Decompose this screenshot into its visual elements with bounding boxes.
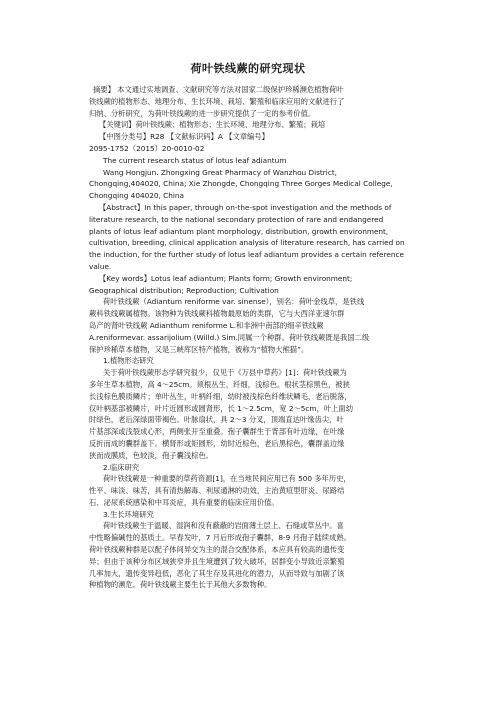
text-line: 片基部深或浅裂成心形，两侧张开至重叠。孢子囊群生于背部有叶边缘，在叶缘 [89,427,345,437]
text-line: 长浅棕色膜质鳞片；单叶丛生，叶柄纤细，幼时被浅棕色纤维状鳞毛，老后脱落， [89,391,352,401]
text-line: 归纳、分析研究，为荷叶铁线蕨的进一步研究提供了一定的参考价值。 [89,108,316,118]
text-line: The current research status of lotus leaf adiantum [103,155,287,165]
text-line: Geographical distribution; Reproduction; Cultivation [89,285,279,295]
text-line: literature research, to the national secondary protection of rare and endangered [89,214,384,224]
text-line: 狭而成膜质，色较淡，孢子囊浅棕色。 [89,450,214,460]
article-body [89,84,411,591]
text-line: 摘要】 本文通过实地调查、文献研究等方法对国家二级保护珍稀濒危植物荷叶 [93,85,344,94]
text-line: cultivation, breeding, clinical application analysis of literature research, has carried on [89,238,405,248]
text-line: 荷叶铁线蕨生于温暖、湿润和没有蔽蔽的岩面薄土层上、石缝或草丛中。喜 [103,521,344,531]
text-line: 种植物的濒危。荷叶铁线蕨主要生长于其他大多数物种。 [89,580,272,590]
text-line: 岛产的肾叶铁线蕨 Adianthum reniforme L.和非洲中南部的细辛铁线蕨 [89,320,324,330]
text-line: 关于荷叶铁线蕨形态学研究很少，仅见于《万县中草药》[1]：荷叶铁线蕨为 [103,368,347,378]
text-line: 荷叶铁线蕨（Adiantum reniforme var. sinense），别名：荷叶金线草，是铁线 [103,297,365,307]
text-line: 仅叶柄基部被鳞片，叶片近圆形或圆肾形，长 1～2.5cm，宽 2～5cm，叶上面幼 [89,403,354,413]
text-line: value. [89,261,112,271]
text-line: 荷叶铁线蕨种群是以配子体间异交为主的混合交配体系，本应具有较高的遗传变 [89,545,345,555]
text-line: 保护珍稀草本植物，又是三峡库区特产植物，被称为“植物大熊猫”。 [89,344,309,354]
text-line: 2.临床研究 [103,462,140,472]
text-line: 异；但由于该种分布区域狭窄并且生境遭到了较大破坏，居群变小导致近亲繁殖 [89,556,345,566]
text-line: 蕨科铁线蕨属植物。该物种为铁线蕨科植物最原始的类群，它与大西洋亚速尔群 [89,309,345,319]
text-line: 时绿色，老后深绿面带褐色。叶脉扇状，具 2～3 分叉，顶端直达叶缘齿尖，叶 [89,415,344,425]
text-line: 多年生草本植物，高 4～25cm。须根丛生，纤细，浅棕色。根状茎棕黑色，被狭 [89,379,350,389]
text-line: 【Key words】Lotus leaf adiantum; Plants form; Growth environment; [99,273,353,283]
text-line: 铁线蕨的植物形态、地理分布、生长环境、栽培、繁殖和临床应用的文献进行了 [89,96,345,106]
text-line: A.reniformevar. assarijolium (Willd.) Sim.同属一个种群。荷叶铁线蕨既是我国二级 [89,332,370,342]
text-line: 2095-1752（2015）20-0010-02 [89,143,205,153]
text-line: 反折而成的囊群盖下。横肾形或矩圆形，幼时近棕色，老后黑棕色，囊群盖边缘 [89,438,345,448]
text-line: Wang Hongjun. Zhongxing Great Pharmacy of Wanzhou District, [103,167,338,177]
article-title: 荷叶铁线蕨的研究现状 [190,62,306,75]
text-line: Chongqing,404020, China; Xie Zhongde, Chongqing Three Gorges Medical College, [89,179,393,189]
text-line: 荷叶铁线蕨是一种重要的草药资源[1]，在当地民间应用已有 500 多年历史， [103,474,351,484]
text-line: 【关键词】荷叶铁线蕨；植物形态；生长环境、地理分布、繁殖；栽培 [99,120,326,130]
text-line: 中性略偏碱性的基质土。早春发叶，7 月后形成孢子囊群，8-9 月孢子陆续成熟。 [89,533,351,543]
text-line: 性平、味淡、味苦，具有清热解毒、利尿通淋的功效，主治黄疸型肝炎、尿路结 [89,486,345,496]
text-line: 【中图分类号】R28 【文献标识码】A 【文章编号】 [99,132,269,142]
text-line: 3.生长环境研究 [103,509,154,519]
text-line: plants of lotus leaf adiantum plant morphology, distribution, growth environment, [89,226,389,236]
text-line: the induction, for the further study of lotus leaf adiantum provides a certain reference [89,250,404,260]
text-line: 【Abstract】In this paper, through on-the-spot investigation and the methods of [99,202,392,212]
text-line: 石、泌尿系统感染和中耳炎症，具有重要的临床应用价值。 [89,497,279,507]
text-line: Chongqing 404020, China [89,191,185,201]
text-line: 几率加大，遗传变异趋低，恶化了其生存及其进化的潜力，从而导致与加剧了该 [89,568,345,578]
text-line: 1.植物形态研究 [103,356,154,366]
